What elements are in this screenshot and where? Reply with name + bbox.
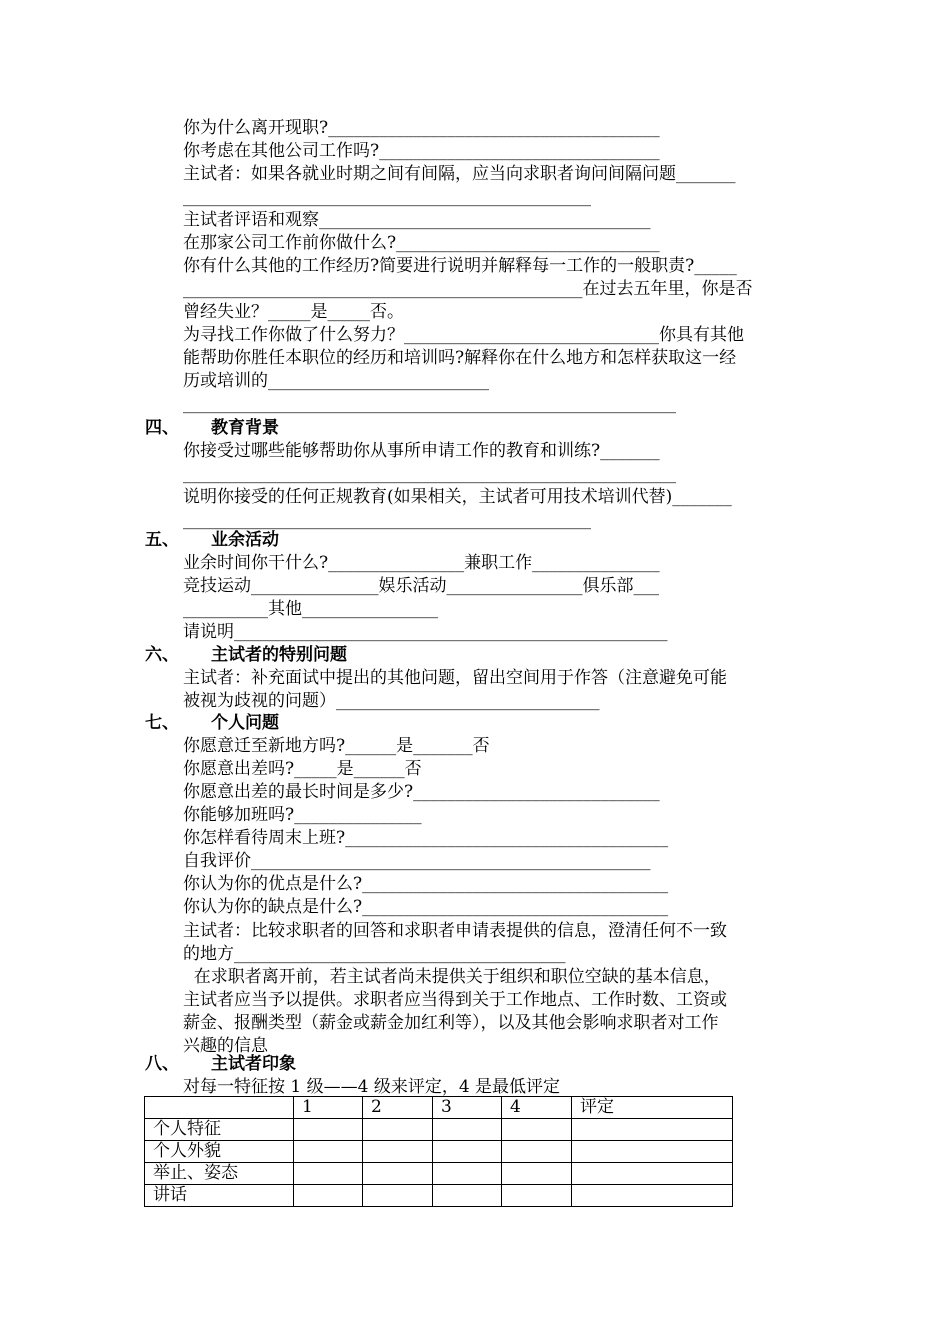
- form-line: 你有什么其他的工作经历?简要进行说明并解释每一工作的一般职责?_____: [183, 256, 737, 276]
- rating-cell: [433, 1141, 502, 1163]
- form-line: _______________________________________________在过去五年里，你是否: [183, 279, 753, 299]
- form-line: 你考虑在其他公司工作吗?_________________________________: [183, 141, 660, 161]
- section-heading: [145, 644, 347, 667]
- form-line: __________其他________________: [183, 599, 438, 619]
- form-line: 对每一特征按 1 级——4 级来评定，4 是最低评定: [183, 1077, 561, 1097]
- rating-cell: [294, 1141, 363, 1163]
- form-line: 你为什么离开现职?_______________________________________: [183, 118, 660, 138]
- rating-cell: [502, 1141, 572, 1163]
- form-line: 的地方_______________________________________: [183, 944, 566, 964]
- rating-cell: [433, 1119, 502, 1141]
- section-title: 教育背景: [211, 418, 279, 438]
- form-line: 被视为歧视的问题）_______________________________: [183, 691, 600, 711]
- section-title: 主试者印象: [211, 1054, 296, 1074]
- section-number: 八、: [145, 1054, 179, 1074]
- table-row: [145, 1163, 733, 1185]
- form-line: 薪金、报酬类型（薪金或薪金加红利等），以及其他会影响求职者对工作: [183, 1013, 719, 1033]
- table-row: [145, 1141, 733, 1163]
- section-number: 四、: [145, 418, 179, 438]
- trait-label: 个人特征: [145, 1119, 294, 1141]
- section-number: 六、: [145, 645, 179, 665]
- form-line: 你愿意出差的最长时间是多少?_____________________________: [183, 782, 660, 802]
- rating-cell: [363, 1185, 433, 1207]
- form-line: 历或培训的__________________________: [183, 371, 489, 391]
- form-line: 能帮助你胜任本职位的经历和培训吗?解释你在什么地方和怎样获取这一经: [183, 348, 737, 368]
- form-line: 主试者应当予以提供。求职者应当得到关于工作地点、工作时数、工资或: [183, 990, 727, 1010]
- rating-cell: [572, 1141, 733, 1163]
- form-line: 主试者：补充面试中提出的其他问题，留出空间用于作答（注意避免可能: [183, 668, 727, 688]
- form-line: 你认为你的缺点是什么?____________________________________: [183, 897, 669, 917]
- table-header-cell: 2: [363, 1097, 433, 1119]
- rating-cell: [363, 1119, 433, 1141]
- rating-cell: [572, 1163, 733, 1185]
- rating-cell: [502, 1119, 572, 1141]
- rating-cell: [363, 1163, 433, 1185]
- section-heading: [145, 417, 279, 440]
- rating-cell: [502, 1163, 572, 1185]
- form-line: ________________________________________________: [183, 510, 591, 530]
- form-line: 在求职者离开前，若主试者尚未提供关于组织和职位空缺的基本信息，: [183, 967, 721, 987]
- rating-cell: [572, 1185, 733, 1207]
- trait-label: 讲话: [145, 1185, 294, 1207]
- form-line: 曾经失业？_____是_____否。: [183, 302, 404, 322]
- form-line: ________________________________________________: [183, 187, 591, 207]
- section-heading: [145, 1053, 296, 1076]
- form-line: 你怎样看待周末上班?______________________________________: [183, 828, 669, 848]
- table-row: [145, 1185, 733, 1207]
- rating-cell: [294, 1119, 363, 1141]
- form-line: 你认为你的优点是什么?____________________________________: [183, 874, 669, 894]
- rating-cell: [572, 1119, 733, 1141]
- table-header-cell: [145, 1097, 294, 1119]
- form-line: 你能够加班吗?_______________: [183, 805, 422, 825]
- section-title: 业余活动: [211, 530, 279, 550]
- form-line: 主试者：如果各就业时期之间有间隔，应当向求职者询问间隔问题_______: [183, 164, 736, 184]
- form-line: 业余时间你干什么?________________兼职工作_______________: [183, 553, 660, 573]
- section-heading: [145, 529, 279, 552]
- trait-label: 个人外貌: [145, 1141, 294, 1163]
- form-line: 兴趣的信息: [183, 1036, 268, 1056]
- form-line: 主试者评语和观察_______________________________________: [183, 210, 651, 230]
- section-title: 个人问题: [211, 713, 279, 733]
- form-line: 在那家公司工作前你做什么?_______________________________: [183, 233, 660, 253]
- trait-label: 举止、姿态: [145, 1163, 294, 1185]
- rating-cell: [294, 1163, 363, 1185]
- rating-table: [144, 1096, 733, 1207]
- table-header-cell: 3: [433, 1097, 502, 1119]
- rating-cell: [433, 1163, 502, 1185]
- form-line: 你愿意迁至新地方吗?______是_______否: [183, 736, 490, 756]
- section-heading: [145, 712, 279, 735]
- form-line: 为寻找工作你做了什么努力？______________________________你具有其他: [183, 325, 744, 345]
- form-line: __________________________________________________________: [183, 394, 676, 414]
- form-line: 竞技运动_______________娱乐活动________________俱乐部___: [183, 576, 659, 596]
- form-line: 主试者：比较求职者的回答和求职者申请表提供的信息，澄清任何不一致: [183, 921, 727, 941]
- form-line: 自我评价_______________________________________________: [183, 851, 651, 871]
- section-number: 七、: [145, 713, 179, 733]
- table-row: [145, 1119, 733, 1141]
- table-header-cell: 1: [294, 1097, 363, 1119]
- form-line: 说明你接受的任何正规教育(如果相关，主试者可用技术培训代替)_______: [183, 487, 732, 507]
- table-header-row: [145, 1097, 733, 1119]
- table-header-cell: 评定: [572, 1097, 733, 1119]
- form-line: __________________________________________________________: [183, 464, 676, 484]
- table-header-cell: 4: [502, 1097, 572, 1119]
- rating-cell: [433, 1185, 502, 1207]
- rating-cell: [363, 1141, 433, 1163]
- section-number: 五、: [145, 530, 179, 550]
- section-title: 主试者的特别问题: [211, 645, 347, 665]
- form-line: 你接受过哪些能够帮助你从事所申请工作的教育和训练?_______: [183, 441, 660, 461]
- rating-cell: [294, 1185, 363, 1207]
- form-line: 请说明___________________________________________________: [183, 622, 668, 642]
- rating-cell: [502, 1185, 572, 1207]
- form-line: 你愿意出差吗?_____是______否: [183, 759, 422, 779]
